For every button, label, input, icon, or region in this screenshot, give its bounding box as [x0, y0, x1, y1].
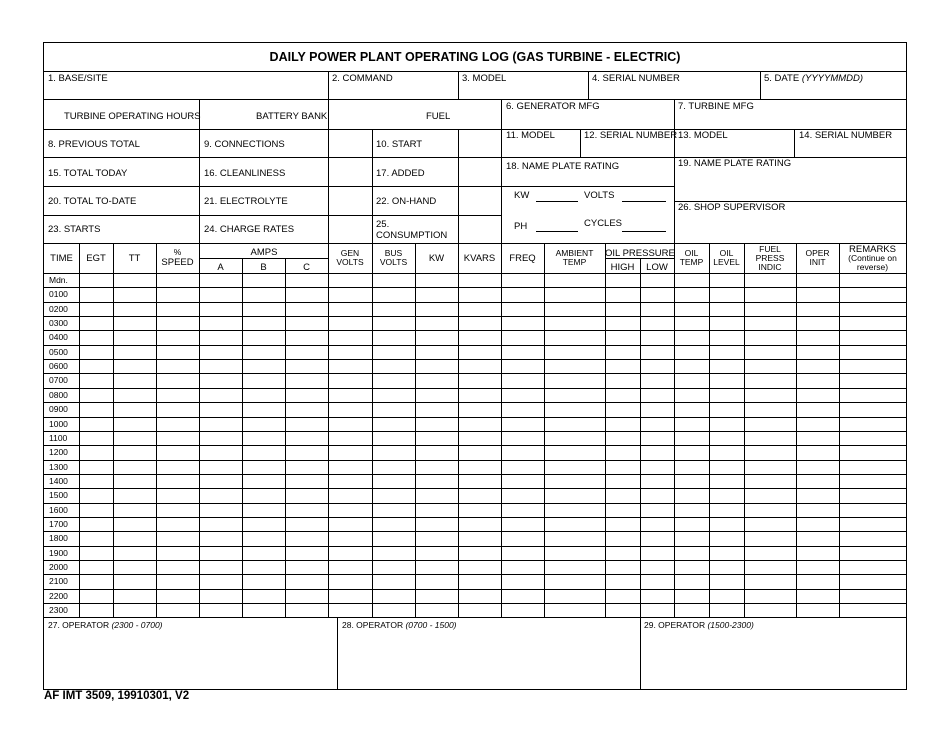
base-site-label: 1. BASE/SITE — [48, 73, 108, 84]
fuel-start-label: 10. START — [376, 139, 423, 150]
table-row[interactable] — [44, 531, 906, 532]
consumption-number: 25. — [376, 219, 390, 230]
operator-27-label[interactable] — [48, 620, 163, 630]
kw-label: KW — [514, 190, 530, 201]
operating-log-form — [43, 42, 907, 690]
table-row[interactable] — [44, 488, 906, 489]
turbine-hours-heading: TURBINE OPERATING HOURS — [64, 111, 201, 122]
date-label — [764, 73, 863, 84]
date-label-text: 5. DATE — [764, 73, 800, 84]
divider — [328, 100, 329, 244]
fuel-on-hand-label: 22. ON-HAND — [376, 196, 437, 207]
divider — [372, 129, 373, 244]
time-label: 0100 — [49, 289, 68, 300]
col-oil-level-1: OIL — [719, 248, 734, 258]
col-gen: GEN — [340, 248, 360, 258]
col-remarks-3: reverse) — [856, 262, 889, 272]
table-row[interactable] — [44, 287, 906, 288]
table-row[interactable] — [44, 373, 906, 374]
time-label: 0500 — [49, 346, 68, 357]
divider — [588, 71, 589, 100]
col-bus-volts — [372, 249, 415, 267]
divider — [794, 129, 795, 158]
time-label: 1000 — [49, 418, 68, 429]
operator-29-range: (1500-2300) — [707, 620, 754, 630]
operator-27-text: 27. OPERATOR — [48, 620, 110, 630]
fuel-added-label: 17. ADDED — [376, 168, 425, 179]
col-oil-temp-1: OIL — [684, 248, 699, 258]
divider — [760, 71, 761, 100]
col-oil-level — [709, 249, 744, 267]
table-row[interactable] — [44, 474, 906, 475]
table-row[interactable] — [44, 330, 906, 331]
divider — [458, 129, 459, 244]
table-row[interactable] — [44, 445, 906, 446]
kw-line — [536, 201, 578, 202]
form-number: AF IMT 3509, 19910301, V2 — [44, 690, 190, 702]
col-fuel-press-2: PRESS — [755, 253, 785, 263]
time-label: 1600 — [49, 504, 68, 515]
table-row[interactable] — [44, 417, 906, 418]
time-label: 1400 — [49, 475, 68, 486]
starts-label: 23. STARTS — [48, 224, 101, 235]
col-tt: TT — [128, 253, 141, 264]
consumption-label: CONSUMPTION — [376, 230, 448, 241]
operator-29-text: 29. OPERATOR — [644, 620, 706, 630]
time-label: 0200 — [49, 303, 68, 314]
col-time: TIME — [50, 253, 73, 264]
turbine-nameplate-label: 19. NAME PLATE RATING — [678, 158, 792, 169]
time-label: 1900 — [49, 547, 68, 558]
shop-supervisor-label: 26. SHOP SUPERVISOR — [678, 202, 786, 213]
table-row[interactable] — [44, 503, 906, 504]
turbine-mfg-label: 7. TURBINE MFG — [678, 101, 754, 112]
table-row[interactable] — [44, 589, 906, 590]
col-freq: FREQ — [509, 253, 536, 264]
command-label: 2. COMMAND — [332, 73, 393, 84]
time-label: 1100 — [49, 432, 68, 443]
model-label: 3. MODEL — [462, 73, 507, 84]
col-remarks — [839, 245, 906, 272]
grid-column-divider — [242, 258, 243, 617]
divider — [44, 99, 906, 100]
table-row[interactable] — [44, 546, 906, 547]
charge-rates-label: 24. CHARGE RATES — [204, 224, 295, 235]
time-label: 2200 — [49, 590, 68, 601]
total-today-label: 15. TOTAL TODAY — [48, 168, 128, 179]
ph-line — [536, 231, 578, 232]
col-amps-b: B — [260, 262, 267, 273]
total-to-date-label: 20. TOTAL TO-DATE — [48, 196, 137, 207]
col-speed-label: SPEED — [161, 257, 194, 268]
time-label: 0700 — [49, 375, 68, 386]
divider — [640, 617, 641, 690]
time-label: 1700 — [49, 518, 68, 529]
fuel-heading: FUEL — [426, 111, 451, 122]
table-row[interactable] — [44, 603, 906, 604]
time-label: 0900 — [49, 404, 68, 415]
generator-nameplate-label: 18. NAME PLATE RATING — [506, 161, 620, 172]
form-title: DAILY POWER PLANT OPERATING LOG (GAS TURBINE - ELECTRIC) — [44, 43, 906, 72]
table-row[interactable] — [44, 388, 906, 389]
time-label: 1200 — [49, 447, 68, 458]
connections-label: 9. CONNECTIONS — [204, 139, 285, 150]
col-speed — [156, 248, 199, 268]
col-ambient-temp — [544, 249, 605, 267]
operator-29-label[interactable] — [644, 620, 754, 630]
operator-28-text: 28. OPERATOR — [342, 620, 404, 630]
col-pct: % — [173, 247, 182, 257]
col-ambient-temp-label: TEMP — [562, 257, 587, 267]
col-kw: KW — [428, 253, 445, 264]
col-gen-volts — [328, 249, 372, 267]
turbine-model-label: 13. MODEL — [678, 130, 728, 141]
col-bus-volts-label: VOLTS — [379, 257, 408, 267]
serial-number-label: 4. SERIAL NUMBER — [592, 73, 680, 84]
cycles-label: CYCLES — [584, 218, 623, 229]
col-oil-temp-2: TEMP — [679, 257, 704, 267]
divider — [328, 71, 329, 100]
time-label: Mdn. — [49, 275, 68, 285]
divider — [44, 617, 906, 618]
table-row[interactable] — [44, 402, 906, 403]
previous-total-label: 8. PREVIOUS TOTAL — [48, 139, 140, 150]
time-label: 2300 — [49, 605, 68, 616]
cleanliness-label: 16. CLEANLINESS — [204, 168, 286, 179]
generator-mfg-label: 6. GENERATOR MFG — [506, 101, 600, 112]
time-label: 1300 — [49, 461, 68, 472]
battery-bank-heading: BATTERY BANK — [256, 111, 328, 122]
time-label: 1800 — [49, 533, 68, 544]
table-row[interactable] — [44, 517, 906, 518]
table-row[interactable] — [44, 431, 906, 432]
col-oper: OPER — [805, 248, 830, 258]
grid-column-divider — [285, 258, 286, 617]
table-row[interactable] — [44, 560, 906, 561]
col-kvars: KVARS — [463, 253, 496, 264]
volts-label: VOLTS — [584, 190, 615, 201]
col-ambient: AMBIENT — [555, 248, 594, 258]
col-oil-pressure: OIL PRESSURE — [605, 248, 675, 259]
operator-27-range: (2300 - 0700) — [111, 620, 163, 630]
table-row[interactable] — [44, 345, 906, 346]
operator-28-range: (0700 - 1500) — [405, 620, 457, 630]
time-label: 0600 — [49, 361, 68, 372]
operator-28-label[interactable] — [342, 620, 457, 630]
col-remarks-1: REMARKS — [849, 244, 896, 255]
col-fuel-press — [744, 245, 796, 272]
col-fuel-press-1: FUEL — [759, 244, 781, 254]
time-label: 0800 — [49, 389, 68, 400]
col-fuel-press-3: INDIC — [758, 262, 782, 272]
col-remarks-2: (Continue on — [848, 253, 897, 263]
divider — [44, 215, 501, 216]
grid-column-divider — [640, 258, 641, 617]
table-row[interactable] — [44, 460, 906, 461]
time-label: 2000 — [49, 562, 68, 572]
time-label: 0300 — [49, 318, 68, 329]
time-label: 0400 — [49, 332, 68, 343]
col-egt: EGT — [86, 253, 106, 264]
date-format: (YYYYMMDD) — [801, 73, 864, 84]
table-row[interactable] — [44, 359, 906, 360]
divider — [44, 186, 674, 187]
col-amps-a: A — [217, 262, 224, 273]
col-init: INIT — [809, 257, 826, 267]
col-bus: BUS — [384, 248, 403, 258]
divider — [458, 71, 459, 100]
generator-serial-label: 12. SERIAL NUMBER — [584, 130, 678, 141]
table-row[interactable] — [44, 316, 906, 317]
ph-label: PH — [514, 221, 528, 232]
col-amps: AMPS — [250, 247, 278, 258]
divider — [337, 617, 338, 690]
divider — [674, 100, 675, 244]
col-gen-volts-label: VOLTS — [336, 257, 364, 267]
electrolyte-label: 21. ELECTROLYTE — [204, 196, 288, 207]
table-row[interactable] — [44, 574, 906, 575]
col-oil-high: HIGH — [610, 262, 635, 273]
col-oper-init — [796, 249, 839, 267]
generator-model-label: 11. MODEL — [506, 130, 555, 141]
col-oil-level-2: LEVEL — [713, 257, 740, 267]
divider — [501, 100, 502, 244]
volts-line — [622, 201, 666, 202]
divider — [44, 273, 906, 274]
divider — [199, 258, 329, 259]
divider — [580, 129, 581, 158]
time-label: 1500 — [49, 490, 68, 501]
divider — [44, 129, 501, 130]
time-label: 2100 — [49, 576, 68, 587]
col-oil-low: LOW — [646, 262, 668, 273]
table-row[interactable] — [44, 302, 906, 303]
turbine-serial-label: 14. SERIAL NUMBER — [799, 130, 893, 141]
col-oil-temp — [674, 249, 709, 267]
cycles-line — [622, 231, 666, 232]
col-amps-c: C — [303, 262, 310, 273]
